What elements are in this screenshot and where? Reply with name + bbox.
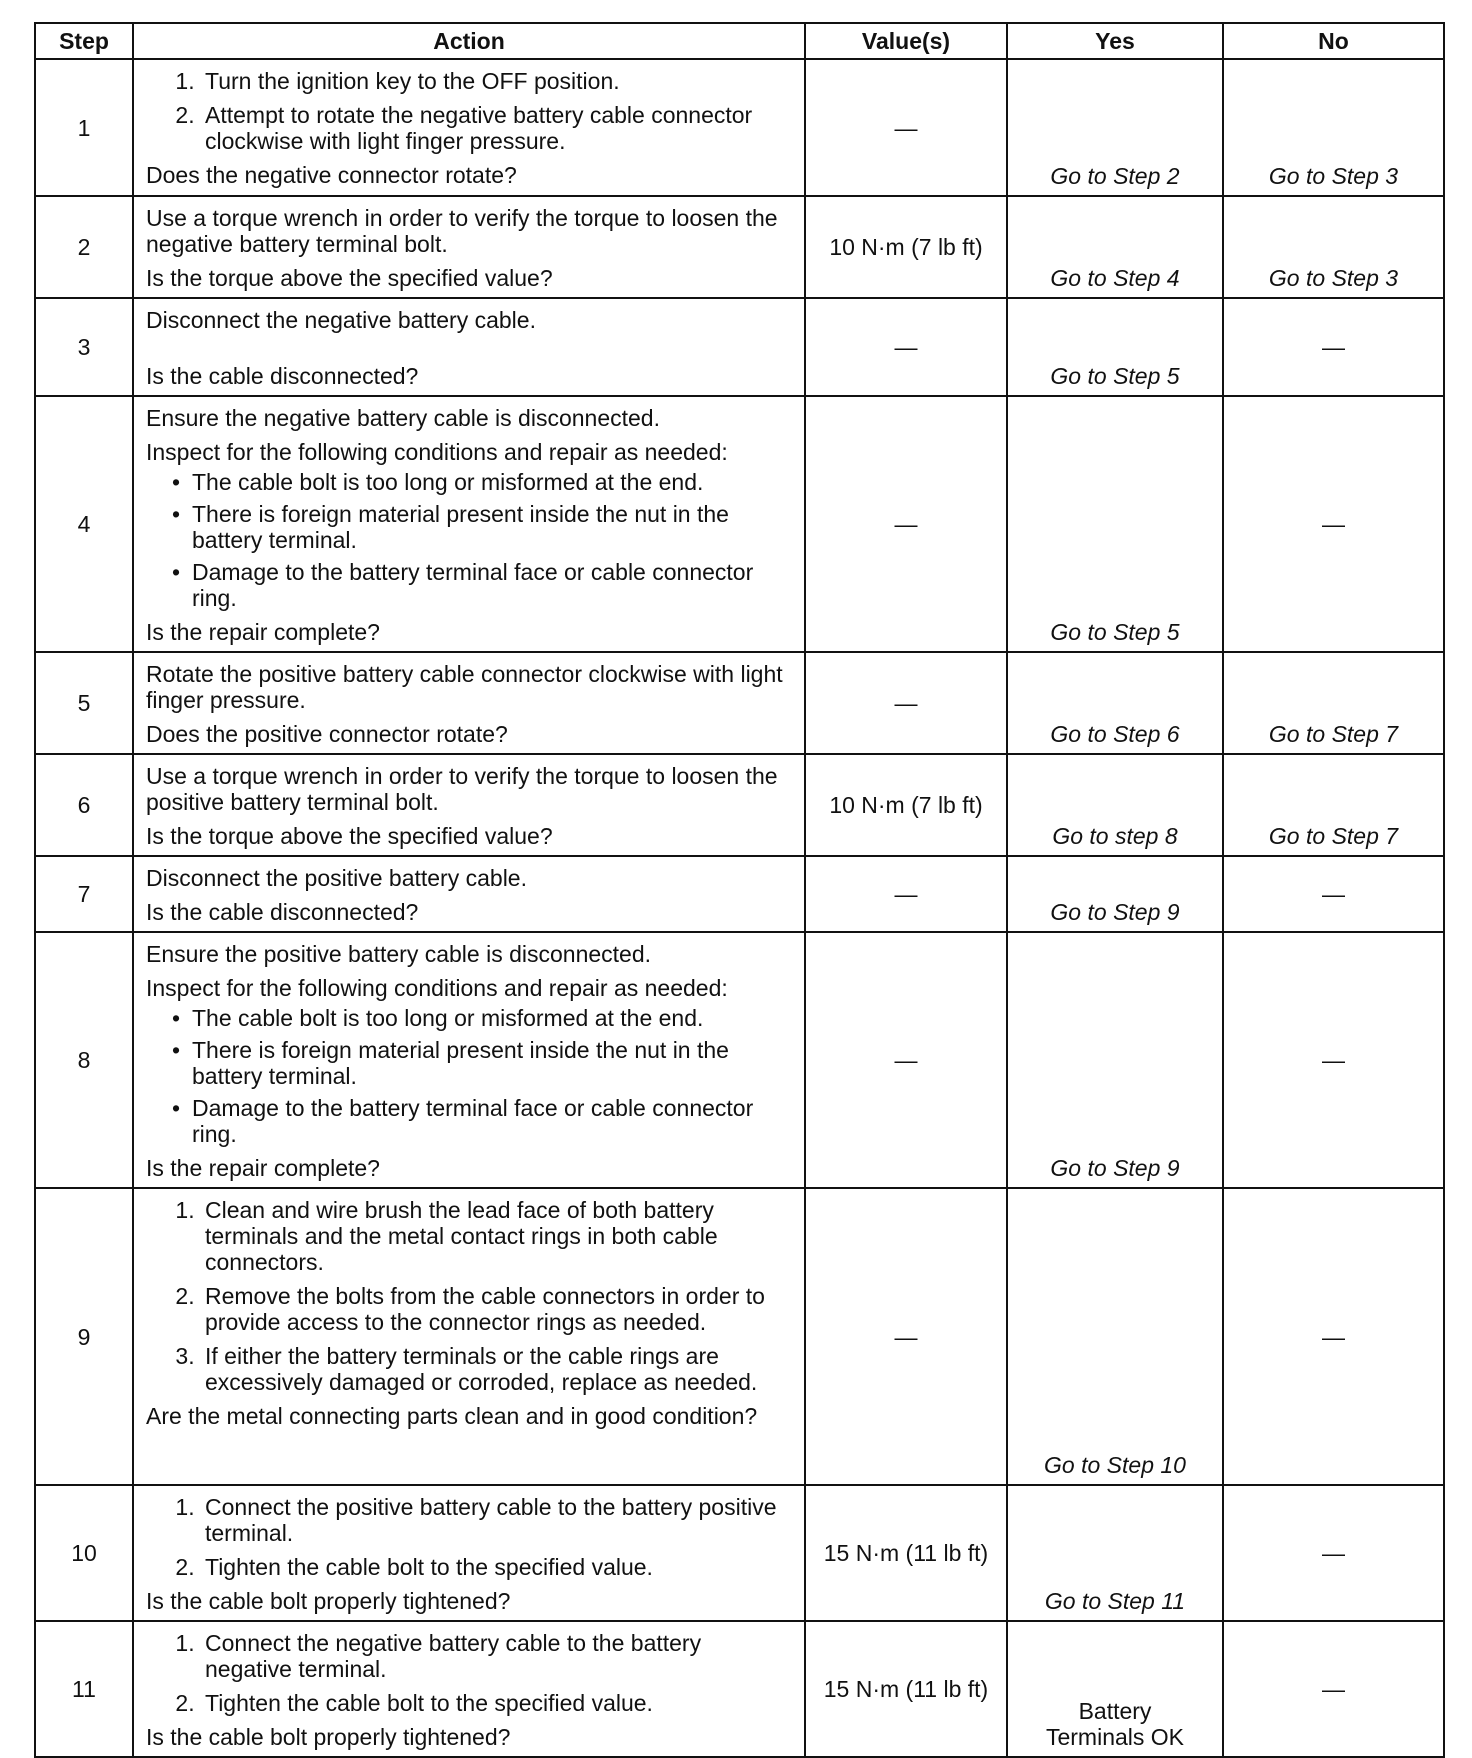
action-question: Is the cable bolt properly tightened?	[146, 1588, 511, 1614]
action-cell	[133, 196, 805, 298]
step-number: 9	[35, 1188, 133, 1485]
header-yes: Yes	[1007, 23, 1223, 59]
no-result: —	[1322, 1540, 1345, 1566]
no-result: —	[1322, 334, 1345, 360]
yes-result: Go to Step 5	[1050, 363, 1180, 389]
action-cell	[133, 1485, 805, 1621]
action-cell	[133, 59, 805, 196]
no-cell	[1223, 754, 1444, 856]
no-result: Go to Step 7	[1268, 721, 1399, 747]
table-row	[35, 1485, 1444, 1621]
no-result: Go to Step 7	[1268, 823, 1399, 849]
action-question: Does the positive connector rotate?	[146, 721, 508, 747]
no-cell	[1223, 1485, 1444, 1621]
no-cell	[1223, 396, 1444, 652]
action-question: Is the repair complete?	[146, 619, 380, 645]
action-text: Ensure the negative battery cable is disconnected.	[146, 405, 660, 431]
yes-result: Go to step 8	[1052, 823, 1178, 849]
table-row	[35, 932, 1444, 1188]
condition-item: • Damage to the battery terminal face or cable connector ring.	[192, 559, 794, 611]
yes-cell	[1007, 856, 1223, 932]
yes-cell	[1007, 1188, 1223, 1485]
yes-result: Battery Terminals OK	[1045, 1698, 1185, 1750]
value-cell: 10 N·m (7 lb ft)	[805, 754, 1007, 856]
table-row	[35, 1621, 1444, 1757]
action-item: 3. If either the battery terminals or the cable rings are excessively damaged or corroded, replace as needed.	[201, 1343, 794, 1395]
no-cell	[1223, 59, 1444, 196]
action-question: Is the cable bolt properly tightened?	[146, 1724, 511, 1750]
no-result: —	[1322, 1676, 1345, 1702]
action-question: Is the torque above the specified value?	[146, 823, 553, 849]
yes-result: Go to Step 11	[1044, 1588, 1186, 1614]
step-number: 11	[35, 1621, 133, 1757]
step-number: 10	[35, 1485, 133, 1621]
value-cell: —	[805, 396, 1007, 652]
action-question: Is the repair complete?	[146, 1155, 380, 1181]
yes-cell	[1007, 1621, 1223, 1757]
action-cell	[133, 652, 805, 754]
value-cell: 15 N·m (11 lb ft)	[805, 1485, 1007, 1621]
action-cell	[133, 754, 805, 856]
table-row	[35, 396, 1444, 652]
value-cell: —	[805, 652, 1007, 754]
value-cell: —	[805, 1188, 1007, 1485]
no-result: —	[1322, 1047, 1345, 1073]
value-cell: —	[805, 298, 1007, 396]
condition-item: • Damage to the battery terminal face or cable connector ring.	[192, 1095, 794, 1147]
table-row	[35, 298, 1444, 396]
no-result: Go to Step 3	[1268, 265, 1399, 291]
action-question: Is the torque above the specified value?	[146, 265, 553, 291]
yes-cell	[1007, 754, 1223, 856]
action-cell	[133, 1188, 805, 1485]
action-item: 1. Turn the ignition key to the OFF position.	[201, 68, 794, 94]
yes-result: Go to Step 6	[1050, 721, 1180, 747]
no-result: —	[1322, 1323, 1345, 1350]
value-cell: 10 N·m (7 lb ft)	[805, 196, 1007, 298]
action-question: Are the metal connecting parts clean and in good condition?	[146, 1403, 758, 1429]
value-cell: 15 N·m (11 lb ft)	[805, 1621, 1007, 1757]
step-number: 6	[35, 754, 133, 856]
step-number: 5	[35, 652, 133, 754]
yes-cell	[1007, 396, 1223, 652]
no-result: —	[1322, 511, 1345, 537]
table-row	[35, 652, 1444, 754]
table-row	[35, 196, 1444, 298]
action-text-inspect: Inspect for the following conditions and repair as needed:	[146, 975, 728, 1001]
action-cell	[133, 298, 805, 396]
header-row	[35, 23, 1444, 59]
diagnostic-table	[34, 22, 1445, 1758]
no-result: Go to Step 3	[1268, 163, 1399, 189]
action-text: Rotate the positive battery cable connector clockwise with light finger pressure.	[146, 661, 783, 713]
condition-item: • The cable bolt is too long or misformed at the end.	[192, 1005, 794, 1031]
no-cell	[1223, 196, 1444, 298]
yes-result: Go to Step 9	[1050, 1155, 1180, 1181]
step-number: 2	[35, 196, 133, 298]
action-question: Is the cable disconnected?	[146, 899, 419, 925]
yes-cell	[1007, 298, 1223, 396]
step-number: 3	[35, 298, 133, 396]
action-item: 2. Tighten the cable bolt to the specified value.	[201, 1690, 794, 1716]
action-text: Ensure the positive battery cable is disconnected.	[146, 941, 652, 967]
yes-cell	[1007, 1485, 1223, 1621]
header-step: Step	[35, 23, 133, 59]
header-action: Action	[133, 23, 805, 59]
action-item: 1. Connect the positive battery cable to the battery positive terminal.	[201, 1494, 794, 1546]
no-result: —	[1322, 881, 1345, 907]
yes-result: Go to Step 4	[1050, 265, 1180, 291]
value-cell: —	[805, 59, 1007, 196]
yes-result: Go to Step 9	[1050, 899, 1180, 925]
yes-result: Go to Step 2	[1050, 163, 1180, 189]
action-text: Disconnect the negative battery cable.	[146, 307, 536, 333]
step-number: 7	[35, 856, 133, 932]
action-cell	[133, 932, 805, 1188]
no-cell	[1223, 298, 1444, 396]
yes-cell	[1007, 652, 1223, 754]
header-no: No	[1223, 23, 1444, 59]
action-question: Is the cable disconnected?	[146, 363, 419, 389]
action-item: 2. Attempt to rotate the negative battery cable connector clockwise with light finger pressure.	[201, 102, 794, 154]
step-number: 4	[35, 396, 133, 652]
no-cell	[1223, 856, 1444, 932]
condition-item: • The cable bolt is too long or misformed at the end.	[192, 469, 794, 495]
action-text: Use a torque wrench in order to verify the torque to loosen the positive battery terminal bolt.	[146, 763, 778, 815]
action-item: 1. Clean and wire brush the lead face of both battery terminals and the metal contact rings in both cable connectors.	[201, 1197, 794, 1275]
yes-cell	[1007, 59, 1223, 196]
no-cell	[1223, 1188, 1444, 1485]
yes-cell	[1007, 196, 1223, 298]
yes-result: Go to Step 10	[1044, 1452, 1186, 1478]
no-cell	[1223, 932, 1444, 1188]
no-cell	[1223, 652, 1444, 754]
header-value: Value(s)	[805, 23, 1007, 59]
action-text: Disconnect the positive battery cable.	[146, 865, 527, 891]
action-cell	[133, 1621, 805, 1757]
action-cell	[133, 396, 805, 652]
action-item: 2. Tighten the cable bolt to the specified value.	[201, 1554, 794, 1580]
diagnostic-table-wrapper	[34, 22, 1443, 1758]
action-cell	[133, 856, 805, 932]
yes-result: Go to Step 5	[1050, 619, 1180, 645]
table-row	[35, 59, 1444, 196]
condition-item: • There is foreign material present inside the nut in the battery terminal.	[192, 501, 794, 553]
table-row	[35, 856, 1444, 932]
action-text-inspect: Inspect for the following conditions and repair as needed:	[146, 439, 728, 465]
value-cell: —	[805, 932, 1007, 1188]
step-number: 8	[35, 932, 133, 1188]
step-number: 1	[35, 59, 133, 196]
value-cell: —	[805, 856, 1007, 932]
yes-cell	[1007, 932, 1223, 1188]
action-item: 1. Connect the negative battery cable to the battery negative terminal.	[201, 1630, 794, 1682]
action-item: 2. Remove the bolts from the cable connectors in order to provide access to the connector rings as needed.	[201, 1283, 794, 1335]
no-cell	[1223, 1621, 1444, 1757]
action-question: Does the negative connector rotate?	[146, 162, 517, 188]
table-row	[35, 754, 1444, 856]
condition-item: • There is foreign material present inside the nut in the battery terminal.	[192, 1037, 794, 1089]
table-row	[35, 1188, 1444, 1485]
action-text: Use a torque wrench in order to verify the torque to loosen the negative battery terminal bolt.	[146, 205, 778, 257]
